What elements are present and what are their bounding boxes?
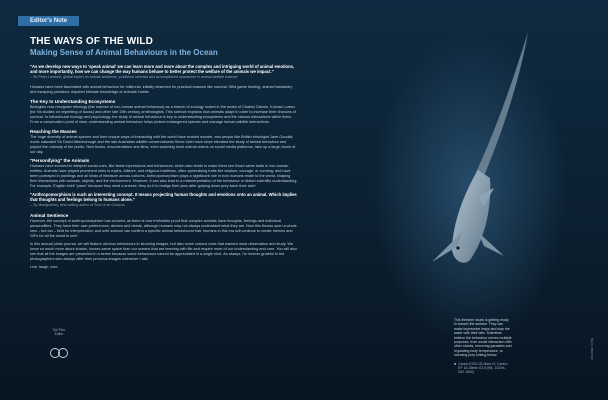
editors-note-tab: Editor's Note [18,16,79,26]
pull-quote-1-attribution: – Sir Peter Lambert, global expert on animal sentience, published scientist and accomplished researcher in animal welfare science [30,75,238,80]
article-title: THE WAYS OF THE WILD [30,36,154,47]
photo-credit: Jonathan Kirrily [590,338,594,360]
section-heading-masses: Reaching the Masses [30,128,77,134]
caption-text: This thresher shark is getting ready to breach the surface. They can make impressive leaps and slap the water with their tails. Scientists believe the behaviour serves multiple purposes, from social interaction with other sharks, removing parasites and regulating body temperature, to stunning prey lurking below. [454,318,512,358]
camera-settings: Canon EOS-1D Mark IV, Canon EF 16-35mm f/2.8 (f/8, 1/320s, ISO 1600) [458,361,508,375]
editor-signature [44,328,74,336]
section-body-masses: The huge diversity of animal species and their unique ways of interacting with the world have evoked wonder, and people like British ethologist Jane Goodall, iconic naturalist Sir David Attenborough and the late Australian wildlife conservationist Steve Irwin have since elevated the study of animal behaviour and piqued the curiosity of the public. New books, documentaries and films, even watching short animal videos on social media platforms, take up a large chunk of our day. [30,134,296,154]
closing-paragraph: In this annual photo journal, we will feature obvious behaviours in stunning images, but also some curious ones that warrant more observation and study. We know so much more about sharks, horses-same space than our oceans that are teeming with life and require more of our understanding and care. You will also see that all the images are presented in a series because some behaviours cannot be appreciated in a single shot. As always, I'm forever grateful to the photographers who always offer their precious images whenever I ask. [30,242,297,261]
pull-quote-2: "Anthropomorphism is such an interesting concept. It means projecting human thoughts and emotions onto an animal. Which implies that thoughts and feelings belong to humans alone." [30,192,297,203]
shark-eye [456,246,459,249]
editor-name: Sol Pico [52,328,66,332]
section-heading-sentience: Animal Sentience [30,213,69,219]
pull-quote-1: "As we develop new ways to 'speak animal' we can learn more and more about the complex and intriguing world of animal emotions, and more importantly, how we can change the way humans behave to better protect the welfare of the animals we impact." [30,64,295,75]
camera-icon: ■ [454,361,457,366]
photo-caption [454,318,512,375]
publication-logo-icon [49,347,69,359]
editor-role: Editor [54,332,64,336]
section-body-personifying: Humans have evolved to interpret social cues, like facial expressions and behaviours, which also tends to make them see those same traits in non-human entities. Animals have played prominent roles in myths, folklore, and religious traditions, often symbolising traits like wisdom, courage, or cunning, and have been portrayed in paintings and all kinds of literature across cultures. Anthropomorphism plays a significant role in how humans relate to the world, shaping their interactions with animals, objects, and the environment. However, it can also lead to a misinterpretation of the behaviour or distort scientific understanding. For example, English shell "yawn" because they need a sneeze; they do it to realign their jaws after gulping down prey twice their size! [30,164,298,189]
article-subtitle: Making Sense of Animal Behaviours in the Ocean [30,48,218,57]
article-body [30,36,298,273]
pull-quote-2-attribution: – Sy Montgomery, best-selling author of Soul of an Octopus [30,203,125,208]
section-body-sentience: However, the concept of anthropomorphism has evolved, as there is now irrefutable proof that complex animals have thoughts, feelings and individual personalities. They have their own preferences, desires and needs, although humans may not always understand what they are. Now this throws open a whole new – but fun – field for interpretation, and until science can confirm a specific animal behavioural trait, humans in this era will continue to create memes and GIFs for all the world to see! [30,219,297,239]
section-heading-personifying: "Personifying" the Animals [30,158,90,164]
section-body-ecosystems: Biologists now recognise ethology (the science of non-human animal behaviour) as a branch of zoology rooted in the works of Charles Darwin, Konrad Lorenz (for his studies on imprinting of ducks) and other late 19th century ornithologists. This science explains how animals adapt in order to increase their chances of survival. In behavioural ecology and psychology, the study of animal behaviour is key to understanding ecosystems and the various interactions within them. From a conservation point of view, understanding animal behaviour helps protect endangered species and manage human-wildlife interactions. [30,105,296,124]
signoff: Live, laugh, love. [30,264,59,269]
section-heading-ecosystems: The Key to Understanding Ecosystems [30,99,116,105]
shark-right-fin [478,232,504,256]
shark-tail [470,32,528,190]
intro-paragraph: Humans have been fascinated with animal behaviour for millennia, initially observed for practical reasons like survival. Wild game hunting, animal husbandry and escaping predators required intimate knowledge of animals' habits. [30,85,293,95]
camera-details [454,362,512,375]
